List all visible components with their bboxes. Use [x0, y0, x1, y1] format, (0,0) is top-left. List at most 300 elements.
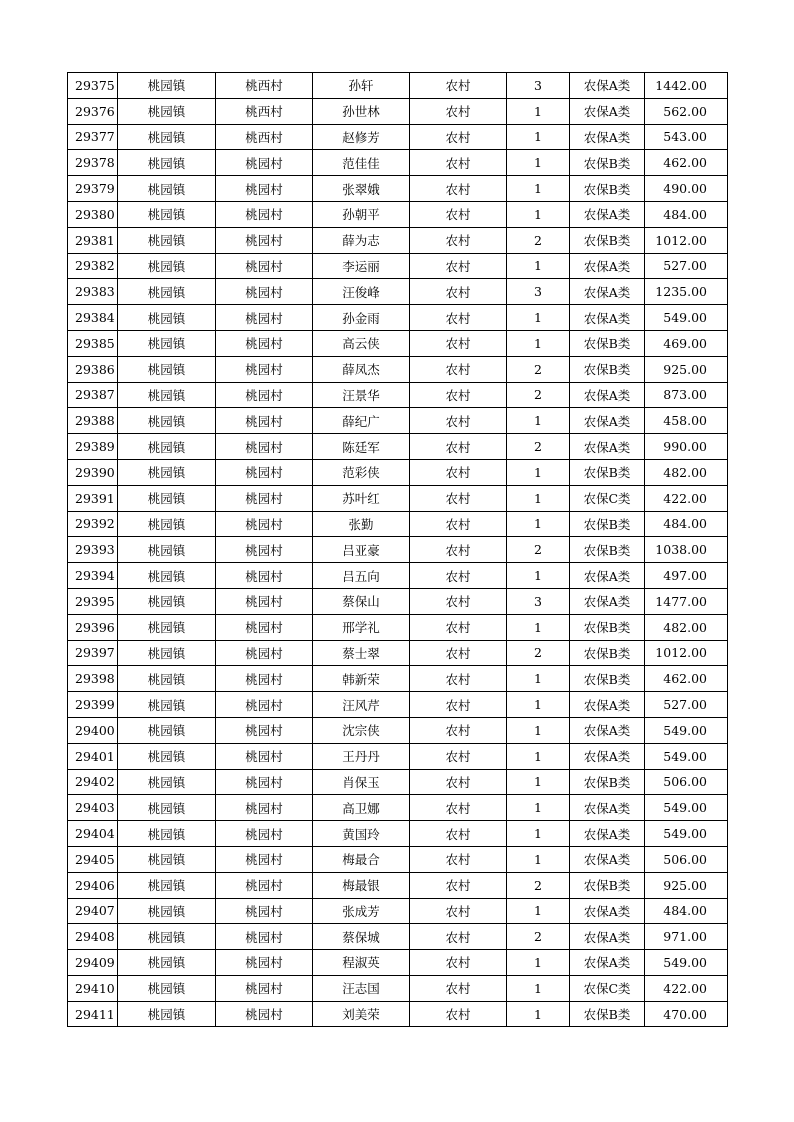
town-cell: 桃园镇 [118, 821, 216, 847]
household-count-cell: 2 [507, 434, 570, 460]
town-cell: 桃园镇 [118, 227, 216, 253]
area-type-cell: 农村 [410, 821, 507, 847]
insurance-category-cell: 农保B类 [570, 1001, 645, 1027]
town-cell: 桃园镇 [118, 588, 216, 614]
household-count-cell: 1 [507, 485, 570, 511]
name-cell: 高云侠 [313, 330, 410, 356]
village-cell: 桃园村 [216, 975, 313, 1001]
town-cell: 桃园镇 [118, 459, 216, 485]
insurance-category-cell: 农保A类 [570, 563, 645, 589]
name-cell: 蔡保山 [313, 588, 410, 614]
table-row [68, 356, 728, 382]
amount-cell: 549.00 [645, 821, 728, 847]
record-id-cell: 29388 [68, 408, 118, 434]
household-count-cell: 3 [507, 279, 570, 305]
area-type-cell: 农村 [410, 356, 507, 382]
amount-cell: 484.00 [645, 201, 728, 227]
table-row [68, 176, 728, 202]
household-count-cell: 2 [507, 227, 570, 253]
record-id-cell: 29379 [68, 176, 118, 202]
area-type-cell: 农村 [410, 382, 507, 408]
household-count-cell: 1 [507, 253, 570, 279]
insurance-category-cell: 农保B类 [570, 227, 645, 253]
insurance-category-cell: 农保A类 [570, 201, 645, 227]
record-id-cell: 29401 [68, 743, 118, 769]
amount-cell: 484.00 [645, 511, 728, 537]
amount-cell: 1442.00 [645, 73, 728, 99]
amount-cell: 1235.00 [645, 279, 728, 305]
table-row [68, 795, 728, 821]
insurance-category-cell: 农保B类 [570, 640, 645, 666]
area-type-cell: 农村 [410, 537, 507, 563]
amount-cell: 458.00 [645, 408, 728, 434]
name-cell: 赵修芳 [313, 124, 410, 150]
name-cell: 蔡保城 [313, 924, 410, 950]
town-cell: 桃园镇 [118, 253, 216, 279]
amount-cell: 549.00 [645, 305, 728, 331]
table-row [68, 279, 728, 305]
amount-cell: 1012.00 [645, 227, 728, 253]
record-id-cell: 29386 [68, 356, 118, 382]
village-cell: 桃园村 [216, 769, 313, 795]
household-count-cell: 1 [507, 846, 570, 872]
table-row [68, 305, 728, 331]
insurance-category-cell: 农保A类 [570, 950, 645, 976]
record-id-cell: 29399 [68, 692, 118, 718]
village-cell: 桃园村 [216, 537, 313, 563]
household-count-cell: 1 [507, 1001, 570, 1027]
town-cell: 桃园镇 [118, 614, 216, 640]
village-cell: 桃园村 [216, 743, 313, 769]
town-cell: 桃园镇 [118, 356, 216, 382]
records-table [67, 72, 728, 1027]
table-body [68, 73, 728, 1027]
name-cell: 薛凤杰 [313, 356, 410, 382]
amount-cell: 462.00 [645, 150, 728, 176]
table-row [68, 382, 728, 408]
village-cell: 桃园村 [216, 821, 313, 847]
table-row [68, 73, 728, 99]
record-id-cell: 29378 [68, 150, 118, 176]
record-id-cell: 29377 [68, 124, 118, 150]
area-type-cell: 农村 [410, 717, 507, 743]
area-type-cell: 农村 [410, 201, 507, 227]
name-cell: 程淑英 [313, 950, 410, 976]
table-row [68, 537, 728, 563]
insurance-category-cell: 农保B类 [570, 769, 645, 795]
record-id-cell: 29411 [68, 1001, 118, 1027]
area-type-cell: 农村 [410, 330, 507, 356]
amount-cell: 873.00 [645, 382, 728, 408]
table-row [68, 98, 728, 124]
table-row [68, 924, 728, 950]
village-cell: 桃园村 [216, 408, 313, 434]
amount-cell: 422.00 [645, 485, 728, 511]
village-cell: 桃西村 [216, 124, 313, 150]
household-count-cell: 1 [507, 795, 570, 821]
table-row [68, 150, 728, 176]
amount-cell: 549.00 [645, 717, 728, 743]
amount-cell: 549.00 [645, 743, 728, 769]
amount-cell: 506.00 [645, 769, 728, 795]
amount-cell: 549.00 [645, 795, 728, 821]
household-count-cell: 1 [507, 743, 570, 769]
area-type-cell: 农村 [410, 1001, 507, 1027]
record-id-cell: 29400 [68, 717, 118, 743]
insurance-category-cell: 农保B类 [570, 614, 645, 640]
town-cell: 桃园镇 [118, 434, 216, 460]
table-row [68, 640, 728, 666]
household-count-cell: 1 [507, 201, 570, 227]
town-cell: 桃园镇 [118, 537, 216, 563]
town-cell: 桃园镇 [118, 176, 216, 202]
insurance-category-cell: 农保C类 [570, 975, 645, 1001]
amount-cell: 482.00 [645, 459, 728, 485]
town-cell: 桃园镇 [118, 924, 216, 950]
village-cell: 桃园村 [216, 305, 313, 331]
name-cell: 肖保玉 [313, 769, 410, 795]
town-cell: 桃园镇 [118, 279, 216, 305]
area-type-cell: 农村 [410, 898, 507, 924]
town-cell: 桃园镇 [118, 743, 216, 769]
area-type-cell: 农村 [410, 305, 507, 331]
town-cell: 桃园镇 [118, 150, 216, 176]
record-id-cell: 29402 [68, 769, 118, 795]
insurance-category-cell: 农保A类 [570, 279, 645, 305]
household-count-cell: 1 [507, 176, 570, 202]
amount-cell: 484.00 [645, 898, 728, 924]
area-type-cell: 农村 [410, 743, 507, 769]
name-cell: 汪志国 [313, 975, 410, 1001]
area-type-cell: 农村 [410, 227, 507, 253]
area-type-cell: 农村 [410, 666, 507, 692]
insurance-category-cell: 农保A类 [570, 73, 645, 99]
name-cell: 吕五向 [313, 563, 410, 589]
record-id-cell: 29396 [68, 614, 118, 640]
table-row [68, 408, 728, 434]
village-cell: 桃园村 [216, 872, 313, 898]
amount-cell: 462.00 [645, 666, 728, 692]
village-cell: 桃园村 [216, 924, 313, 950]
amount-cell: 1012.00 [645, 640, 728, 666]
village-cell: 桃西村 [216, 73, 313, 99]
insurance-category-cell: 农保B类 [570, 666, 645, 692]
name-cell: 张勤 [313, 511, 410, 537]
name-cell: 高卫娜 [313, 795, 410, 821]
table-row [68, 485, 728, 511]
household-count-cell: 1 [507, 124, 570, 150]
household-count-cell: 2 [507, 356, 570, 382]
table-row [68, 666, 728, 692]
insurance-category-cell: 农保B类 [570, 459, 645, 485]
area-type-cell: 农村 [410, 924, 507, 950]
table-row [68, 975, 728, 1001]
amount-cell: 497.00 [645, 563, 728, 589]
insurance-category-cell: 农保A类 [570, 846, 645, 872]
area-type-cell: 农村 [410, 795, 507, 821]
village-cell: 桃园村 [216, 563, 313, 589]
table-row [68, 227, 728, 253]
town-cell: 桃园镇 [118, 1001, 216, 1027]
name-cell: 梅最合 [313, 846, 410, 872]
amount-cell: 543.00 [645, 124, 728, 150]
household-count-cell: 1 [507, 305, 570, 331]
name-cell: 陈廷军 [313, 434, 410, 460]
name-cell: 汪景华 [313, 382, 410, 408]
area-type-cell: 农村 [410, 150, 507, 176]
area-type-cell: 农村 [410, 640, 507, 666]
record-id-cell: 29398 [68, 666, 118, 692]
table-row [68, 898, 728, 924]
record-id-cell: 29387 [68, 382, 118, 408]
table-row [68, 743, 728, 769]
record-id-cell: 29391 [68, 485, 118, 511]
table-row [68, 124, 728, 150]
table-row [68, 563, 728, 589]
village-cell: 桃园村 [216, 795, 313, 821]
name-cell: 梅最银 [313, 872, 410, 898]
amount-cell: 925.00 [645, 872, 728, 898]
insurance-category-cell: 农保A类 [570, 717, 645, 743]
area-type-cell: 农村 [410, 950, 507, 976]
name-cell: 黄国玲 [313, 821, 410, 847]
area-type-cell: 农村 [410, 434, 507, 460]
village-cell: 桃园村 [216, 150, 313, 176]
record-id-cell: 29383 [68, 279, 118, 305]
household-count-cell: 1 [507, 150, 570, 176]
household-count-cell: 1 [507, 898, 570, 924]
insurance-category-cell: 农保A类 [570, 408, 645, 434]
amount-cell: 490.00 [645, 176, 728, 202]
household-count-cell: 2 [507, 382, 570, 408]
town-cell: 桃园镇 [118, 408, 216, 434]
area-type-cell: 农村 [410, 485, 507, 511]
record-id-cell: 29395 [68, 588, 118, 614]
area-type-cell: 农村 [410, 459, 507, 485]
household-count-cell: 3 [507, 73, 570, 99]
insurance-category-cell: 农保A类 [570, 253, 645, 279]
record-id-cell: 29397 [68, 640, 118, 666]
area-type-cell: 农村 [410, 975, 507, 1001]
village-cell: 桃园村 [216, 485, 313, 511]
name-cell: 韩新荣 [313, 666, 410, 692]
village-cell: 桃园村 [216, 692, 313, 718]
area-type-cell: 农村 [410, 279, 507, 305]
household-count-cell: 2 [507, 537, 570, 563]
table-row [68, 201, 728, 227]
table-row [68, 846, 728, 872]
record-id-cell: 29382 [68, 253, 118, 279]
record-id-cell: 29393 [68, 537, 118, 563]
insurance-category-cell: 农保B类 [570, 356, 645, 382]
insurance-category-cell: 农保A类 [570, 434, 645, 460]
area-type-cell: 农村 [410, 408, 507, 434]
area-type-cell: 农村 [410, 588, 507, 614]
town-cell: 桃园镇 [118, 975, 216, 1001]
area-type-cell: 农村 [410, 872, 507, 898]
amount-cell: 990.00 [645, 434, 728, 460]
record-id-cell: 29381 [68, 227, 118, 253]
area-type-cell: 农村 [410, 98, 507, 124]
village-cell: 桃园村 [216, 434, 313, 460]
record-id-cell: 29404 [68, 821, 118, 847]
town-cell: 桃园镇 [118, 872, 216, 898]
record-id-cell: 29394 [68, 563, 118, 589]
town-cell: 桃园镇 [118, 640, 216, 666]
household-count-cell: 1 [507, 408, 570, 434]
name-cell: 汪风芹 [313, 692, 410, 718]
household-count-cell: 1 [507, 563, 570, 589]
table-row [68, 434, 728, 460]
town-cell: 桃园镇 [118, 846, 216, 872]
town-cell: 桃园镇 [118, 124, 216, 150]
record-id-cell: 29375 [68, 73, 118, 99]
town-cell: 桃园镇 [118, 950, 216, 976]
table-row [68, 253, 728, 279]
amount-cell: 470.00 [645, 1001, 728, 1027]
area-type-cell: 农村 [410, 124, 507, 150]
insurance-category-cell: 农保A类 [570, 124, 645, 150]
household-count-cell: 1 [507, 692, 570, 718]
village-cell: 桃园村 [216, 201, 313, 227]
insurance-category-cell: 农保A类 [570, 743, 645, 769]
area-type-cell: 农村 [410, 253, 507, 279]
name-cell: 苏叶红 [313, 485, 410, 511]
name-cell: 沈宗侠 [313, 717, 410, 743]
village-cell: 桃园村 [216, 640, 313, 666]
village-cell: 桃园村 [216, 459, 313, 485]
insurance-category-cell: 农保B类 [570, 537, 645, 563]
household-count-cell: 2 [507, 924, 570, 950]
village-cell: 桃园村 [216, 176, 313, 202]
insurance-category-cell: 农保A类 [570, 924, 645, 950]
insurance-category-cell: 农保A类 [570, 821, 645, 847]
insurance-category-cell: 农保C类 [570, 485, 645, 511]
table-row [68, 614, 728, 640]
record-id-cell: 29392 [68, 511, 118, 537]
name-cell: 蔡士翠 [313, 640, 410, 666]
town-cell: 桃园镇 [118, 666, 216, 692]
area-type-cell: 农村 [410, 769, 507, 795]
town-cell: 桃园镇 [118, 382, 216, 408]
amount-cell: 527.00 [645, 253, 728, 279]
table-row [68, 717, 728, 743]
name-cell: 王丹丹 [313, 743, 410, 769]
town-cell: 桃园镇 [118, 563, 216, 589]
name-cell: 邢学礼 [313, 614, 410, 640]
table-row [68, 692, 728, 718]
table-row [68, 459, 728, 485]
record-id-cell: 29403 [68, 795, 118, 821]
area-type-cell: 农村 [410, 176, 507, 202]
name-cell: 孙金雨 [313, 305, 410, 331]
household-count-cell: 2 [507, 872, 570, 898]
insurance-category-cell: 农保B类 [570, 330, 645, 356]
name-cell: 孙轩 [313, 73, 410, 99]
record-id-cell: 29410 [68, 975, 118, 1001]
household-count-cell: 1 [507, 717, 570, 743]
amount-cell: 971.00 [645, 924, 728, 950]
record-id-cell: 29390 [68, 459, 118, 485]
amount-cell: 506.00 [645, 846, 728, 872]
table-row [68, 511, 728, 537]
amount-cell: 925.00 [645, 356, 728, 382]
table-row [68, 588, 728, 614]
town-cell: 桃园镇 [118, 98, 216, 124]
amount-cell: 422.00 [645, 975, 728, 1001]
table-row [68, 872, 728, 898]
name-cell: 范佳佳 [313, 150, 410, 176]
village-cell: 桃园村 [216, 382, 313, 408]
household-count-cell: 3 [507, 588, 570, 614]
area-type-cell: 农村 [410, 692, 507, 718]
amount-cell: 527.00 [645, 692, 728, 718]
insurance-category-cell: 农保A类 [570, 898, 645, 924]
household-count-cell: 1 [507, 950, 570, 976]
insurance-category-cell: 农保B类 [570, 150, 645, 176]
name-cell: 刘美荣 [313, 1001, 410, 1027]
record-id-cell: 29385 [68, 330, 118, 356]
household-count-cell: 1 [507, 511, 570, 537]
name-cell: 范彩侠 [313, 459, 410, 485]
village-cell: 桃园村 [216, 614, 313, 640]
insurance-category-cell: 农保A类 [570, 382, 645, 408]
record-id-cell: 29408 [68, 924, 118, 950]
insurance-category-cell: 农保A类 [570, 98, 645, 124]
record-id-cell: 29405 [68, 846, 118, 872]
amount-cell: 1038.00 [645, 537, 728, 563]
area-type-cell: 农村 [410, 563, 507, 589]
village-cell: 桃园村 [216, 846, 313, 872]
town-cell: 桃园镇 [118, 898, 216, 924]
area-type-cell: 农村 [410, 614, 507, 640]
amount-cell: 562.00 [645, 98, 728, 124]
insurance-category-cell: 农保A类 [570, 588, 645, 614]
village-cell: 桃园村 [216, 330, 313, 356]
insurance-category-cell: 农保B类 [570, 176, 645, 202]
village-cell: 桃园村 [216, 279, 313, 305]
amount-cell: 482.00 [645, 614, 728, 640]
town-cell: 桃园镇 [118, 717, 216, 743]
village-cell: 桃园村 [216, 227, 313, 253]
amount-cell: 469.00 [645, 330, 728, 356]
name-cell: 孙朝平 [313, 201, 410, 227]
name-cell: 孙世林 [313, 98, 410, 124]
village-cell: 桃西村 [216, 98, 313, 124]
record-id-cell: 29407 [68, 898, 118, 924]
amount-cell: 549.00 [645, 950, 728, 976]
town-cell: 桃园镇 [118, 201, 216, 227]
record-id-cell: 29384 [68, 305, 118, 331]
area-type-cell: 农村 [410, 73, 507, 99]
village-cell: 桃园村 [216, 356, 313, 382]
insurance-category-cell: 农保A类 [570, 305, 645, 331]
record-id-cell: 29406 [68, 872, 118, 898]
insurance-category-cell: 农保A类 [570, 795, 645, 821]
table-row [68, 1001, 728, 1027]
town-cell: 桃园镇 [118, 769, 216, 795]
village-cell: 桃园村 [216, 898, 313, 924]
village-cell: 桃园村 [216, 950, 313, 976]
village-cell: 桃园村 [216, 253, 313, 279]
table-row [68, 821, 728, 847]
village-cell: 桃园村 [216, 588, 313, 614]
name-cell: 汪俊峰 [313, 279, 410, 305]
household-count-cell: 1 [507, 666, 570, 692]
table-row [68, 950, 728, 976]
household-count-cell: 2 [507, 640, 570, 666]
name-cell: 李运丽 [313, 253, 410, 279]
